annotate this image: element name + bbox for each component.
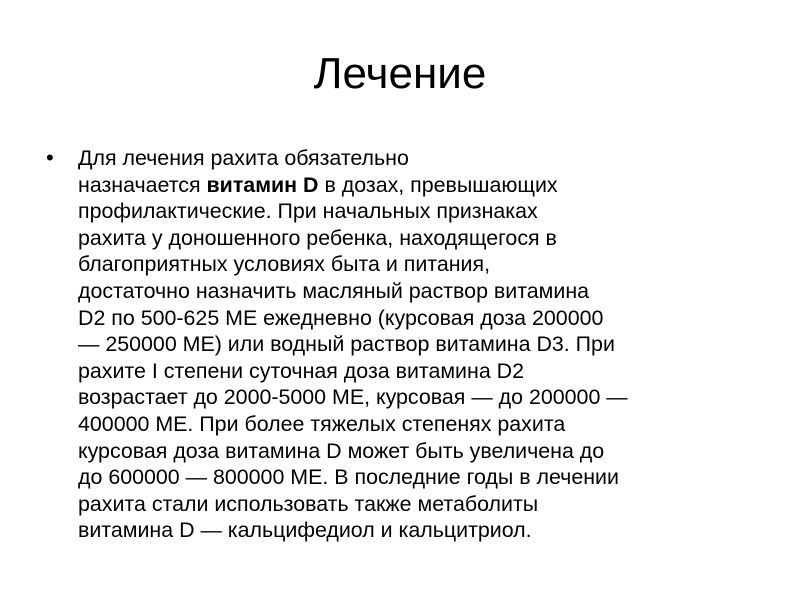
text-run: профилактические. При начальных признаках bbox=[78, 199, 538, 224]
text-run: назначается bbox=[78, 172, 207, 197]
slide-title: Лечение bbox=[313, 49, 487, 98]
text-line bbox=[78, 517, 746, 544]
text-run: рахите I степени суточная доза витамина D2 bbox=[78, 358, 525, 383]
text-run: в дозах, превышающих bbox=[318, 172, 558, 197]
text-run: Для лечения рахита обязательно bbox=[78, 146, 409, 170]
text-line bbox=[78, 411, 746, 438]
emphasized-term: витамин D bbox=[206, 172, 319, 197]
text-line bbox=[78, 331, 746, 358]
text-run: благоприятных условиях быта и питания, bbox=[78, 252, 491, 277]
text-run: 400000 МЕ. При более тяжелых степенях рахита bbox=[78, 411, 566, 436]
text-run: — 250000 МЕ) или водный раствор витамина D3. При bbox=[78, 332, 615, 357]
text-line bbox=[78, 251, 746, 278]
bullet-icon: • bbox=[46, 145, 54, 170]
text-line bbox=[78, 464, 746, 491]
text-run: рахита у доношенного ребенка, находящегося в bbox=[78, 225, 557, 250]
bullet-text bbox=[78, 145, 746, 544]
text-run: достаточно назначить масляный раствор витамина bbox=[78, 278, 590, 303]
text-line bbox=[78, 305, 746, 332]
text-line bbox=[78, 198, 746, 225]
text-line bbox=[78, 384, 746, 411]
text-line bbox=[78, 172, 746, 199]
text-run: рахита стали использовать также метаболиты bbox=[78, 491, 539, 516]
text-run: D2 по 500-625 МЕ ежедневно (курсовая доза 200000 bbox=[78, 305, 604, 330]
text-run: витамина D — кальцифедиол и кальцитриол. bbox=[78, 518, 532, 543]
text-line bbox=[78, 491, 746, 518]
bullet-item bbox=[46, 145, 746, 544]
text-run: курсовая доза витамина D может быть увеличена до bbox=[78, 438, 605, 463]
text-line bbox=[78, 278, 746, 305]
text-line bbox=[78, 358, 746, 385]
text-line bbox=[78, 225, 746, 252]
slide-content bbox=[46, 145, 746, 544]
text-line bbox=[78, 438, 746, 465]
text-run: возрастает до 2000-5000 МЕ, курсовая — до 200000 — bbox=[78, 385, 628, 410]
text-line bbox=[78, 145, 746, 172]
text-run: до 600000 — 800000 МЕ. В последние годы в лечении bbox=[78, 465, 619, 490]
